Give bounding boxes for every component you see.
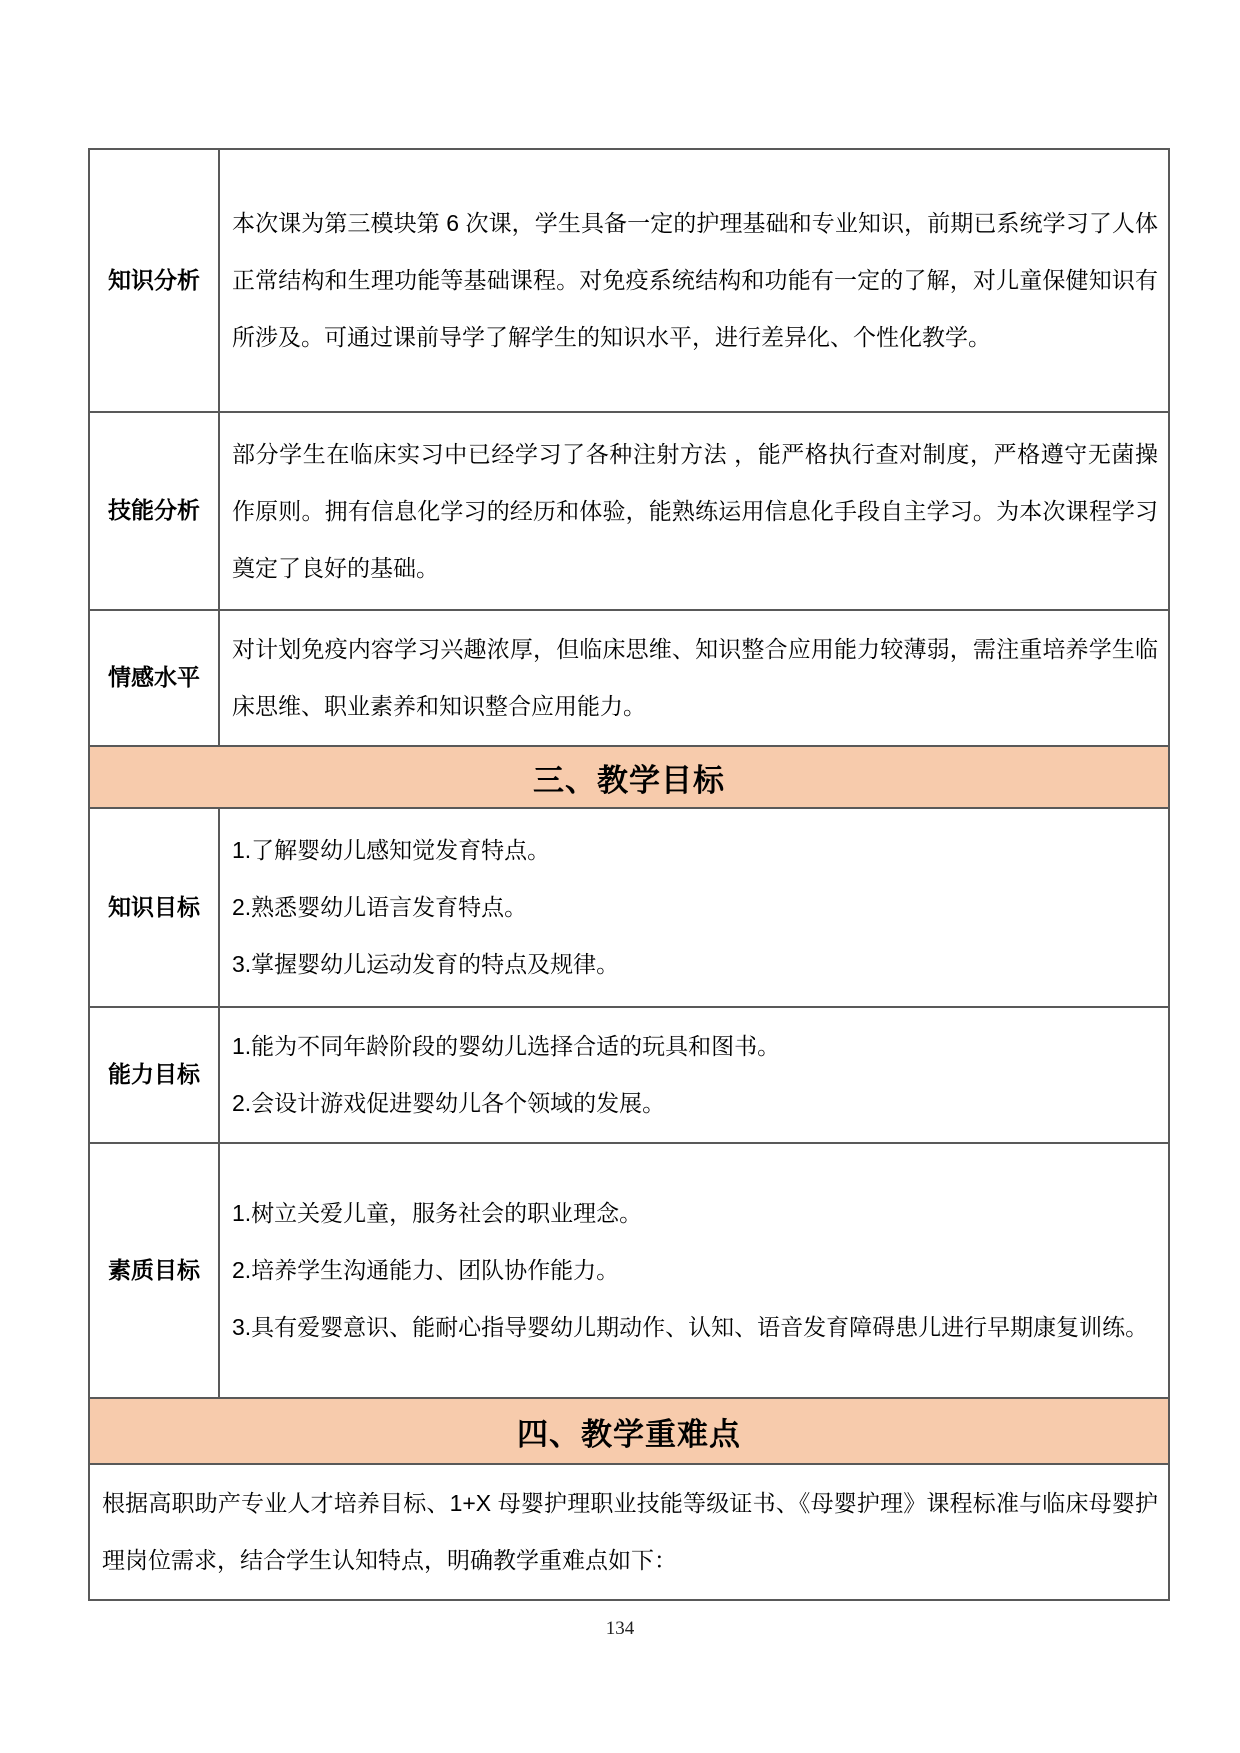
section-header-teaching-objectives xyxy=(90,745,1168,807)
table-row-ability-objectives xyxy=(90,1006,1168,1142)
table-row-knowledge-analysis xyxy=(90,150,1168,411)
row-content-knowledge-analysis xyxy=(220,150,1168,411)
section-title: 三、教学目标 xyxy=(533,762,725,798)
row-content-knowledge-objectives xyxy=(220,809,1168,1006)
row-label-knowledge-analysis: 知识分析 xyxy=(90,150,220,411)
row-label-emotional-level: 情感水平 xyxy=(90,611,220,745)
list-item: 1.了解婴幼儿感知觉发育特点。 xyxy=(232,837,551,863)
paragraph: 根据高职助产专业人才培养目标、1+X 母婴护理职业技能等级证书、《母婴护理》课程标准与临床母婴护理岗位需求，结合学生认知特点，明确教学重难点如下： xyxy=(102,1490,1158,1573)
list-item: 2.培养学生沟通能力、团队协作能力。 xyxy=(232,1257,620,1283)
row-content-key-difficulties-intro xyxy=(90,1465,1168,1599)
row-content-skill-analysis xyxy=(220,413,1168,609)
row-content-emotional-level xyxy=(220,611,1168,745)
table-row-key-difficulties-intro xyxy=(90,1463,1168,1599)
table-row-emotional-level xyxy=(90,609,1168,745)
row-content-ability-objectives xyxy=(220,1008,1168,1142)
lesson-plan-table xyxy=(88,148,1170,1601)
list-item: 3.具有爱婴意识、能耐心指导婴幼儿期动作、认知、语音发育障碍患儿进行早期康复训练。 xyxy=(232,1314,1149,1340)
row-label-knowledge-objectives: 知识目标 xyxy=(90,809,220,1006)
list-item: 1.能为不同年龄阶段的婴幼儿选择合适的玩具和图书。 xyxy=(232,1033,781,1059)
table-row-knowledge-objectives xyxy=(90,807,1168,1006)
row-label-ability-objectives: 能力目标 xyxy=(90,1008,220,1142)
paragraph: 对计划免疫内容学习兴趣浓厚，但临床思维、知识整合应用能力较薄弱，需注重培养学生临床思维、职业素养和知识整合应用能力。 xyxy=(232,636,1158,719)
list-item: 1.树立关爱儿童，服务社会的职业理念。 xyxy=(232,1200,643,1226)
paragraph: 本次课为第三模块第 6 次课，学生具备一定的护理基础和专业知识，前期已系统学习了人体正常结构和生理功能等基础课程。对免疫系统结构和功能有一定的了解，对儿童保健知识有所涉及。可通过课前导学了解学生的知识水平，进行差异化、个性化教学。 xyxy=(232,210,1158,350)
row-label-quality-objectives: 素质目标 xyxy=(90,1144,220,1397)
list-item: 2.会设计游戏促进婴幼儿各个领域的发展。 xyxy=(232,1090,666,1116)
paragraph: 部分学生在临床实习中已经学习了各种注射方法 ，能严格执行查对制度，严格遵守无菌操作原则。拥有信息化学习的经历和体验，能熟练运用信息化手段自主学习。为本次课程学习奠定了良好的基础。 xyxy=(232,440,1158,581)
row-label-skill-analysis: 技能分析 xyxy=(90,413,220,609)
page-number: 134 xyxy=(605,1618,635,1639)
table-row-skill-analysis xyxy=(90,411,1168,609)
section-title: 四、教学重难点 xyxy=(517,1416,741,1452)
list-item: 3.掌握婴幼儿运动发育的特点及规律。 xyxy=(232,951,620,977)
section-header-teaching-key-difficulties xyxy=(90,1397,1168,1463)
row-content-quality-objectives xyxy=(220,1144,1168,1397)
list-item: 2.熟悉婴幼儿语言发育特点。 xyxy=(232,894,528,920)
table-row-quality-objectives xyxy=(90,1142,1168,1397)
